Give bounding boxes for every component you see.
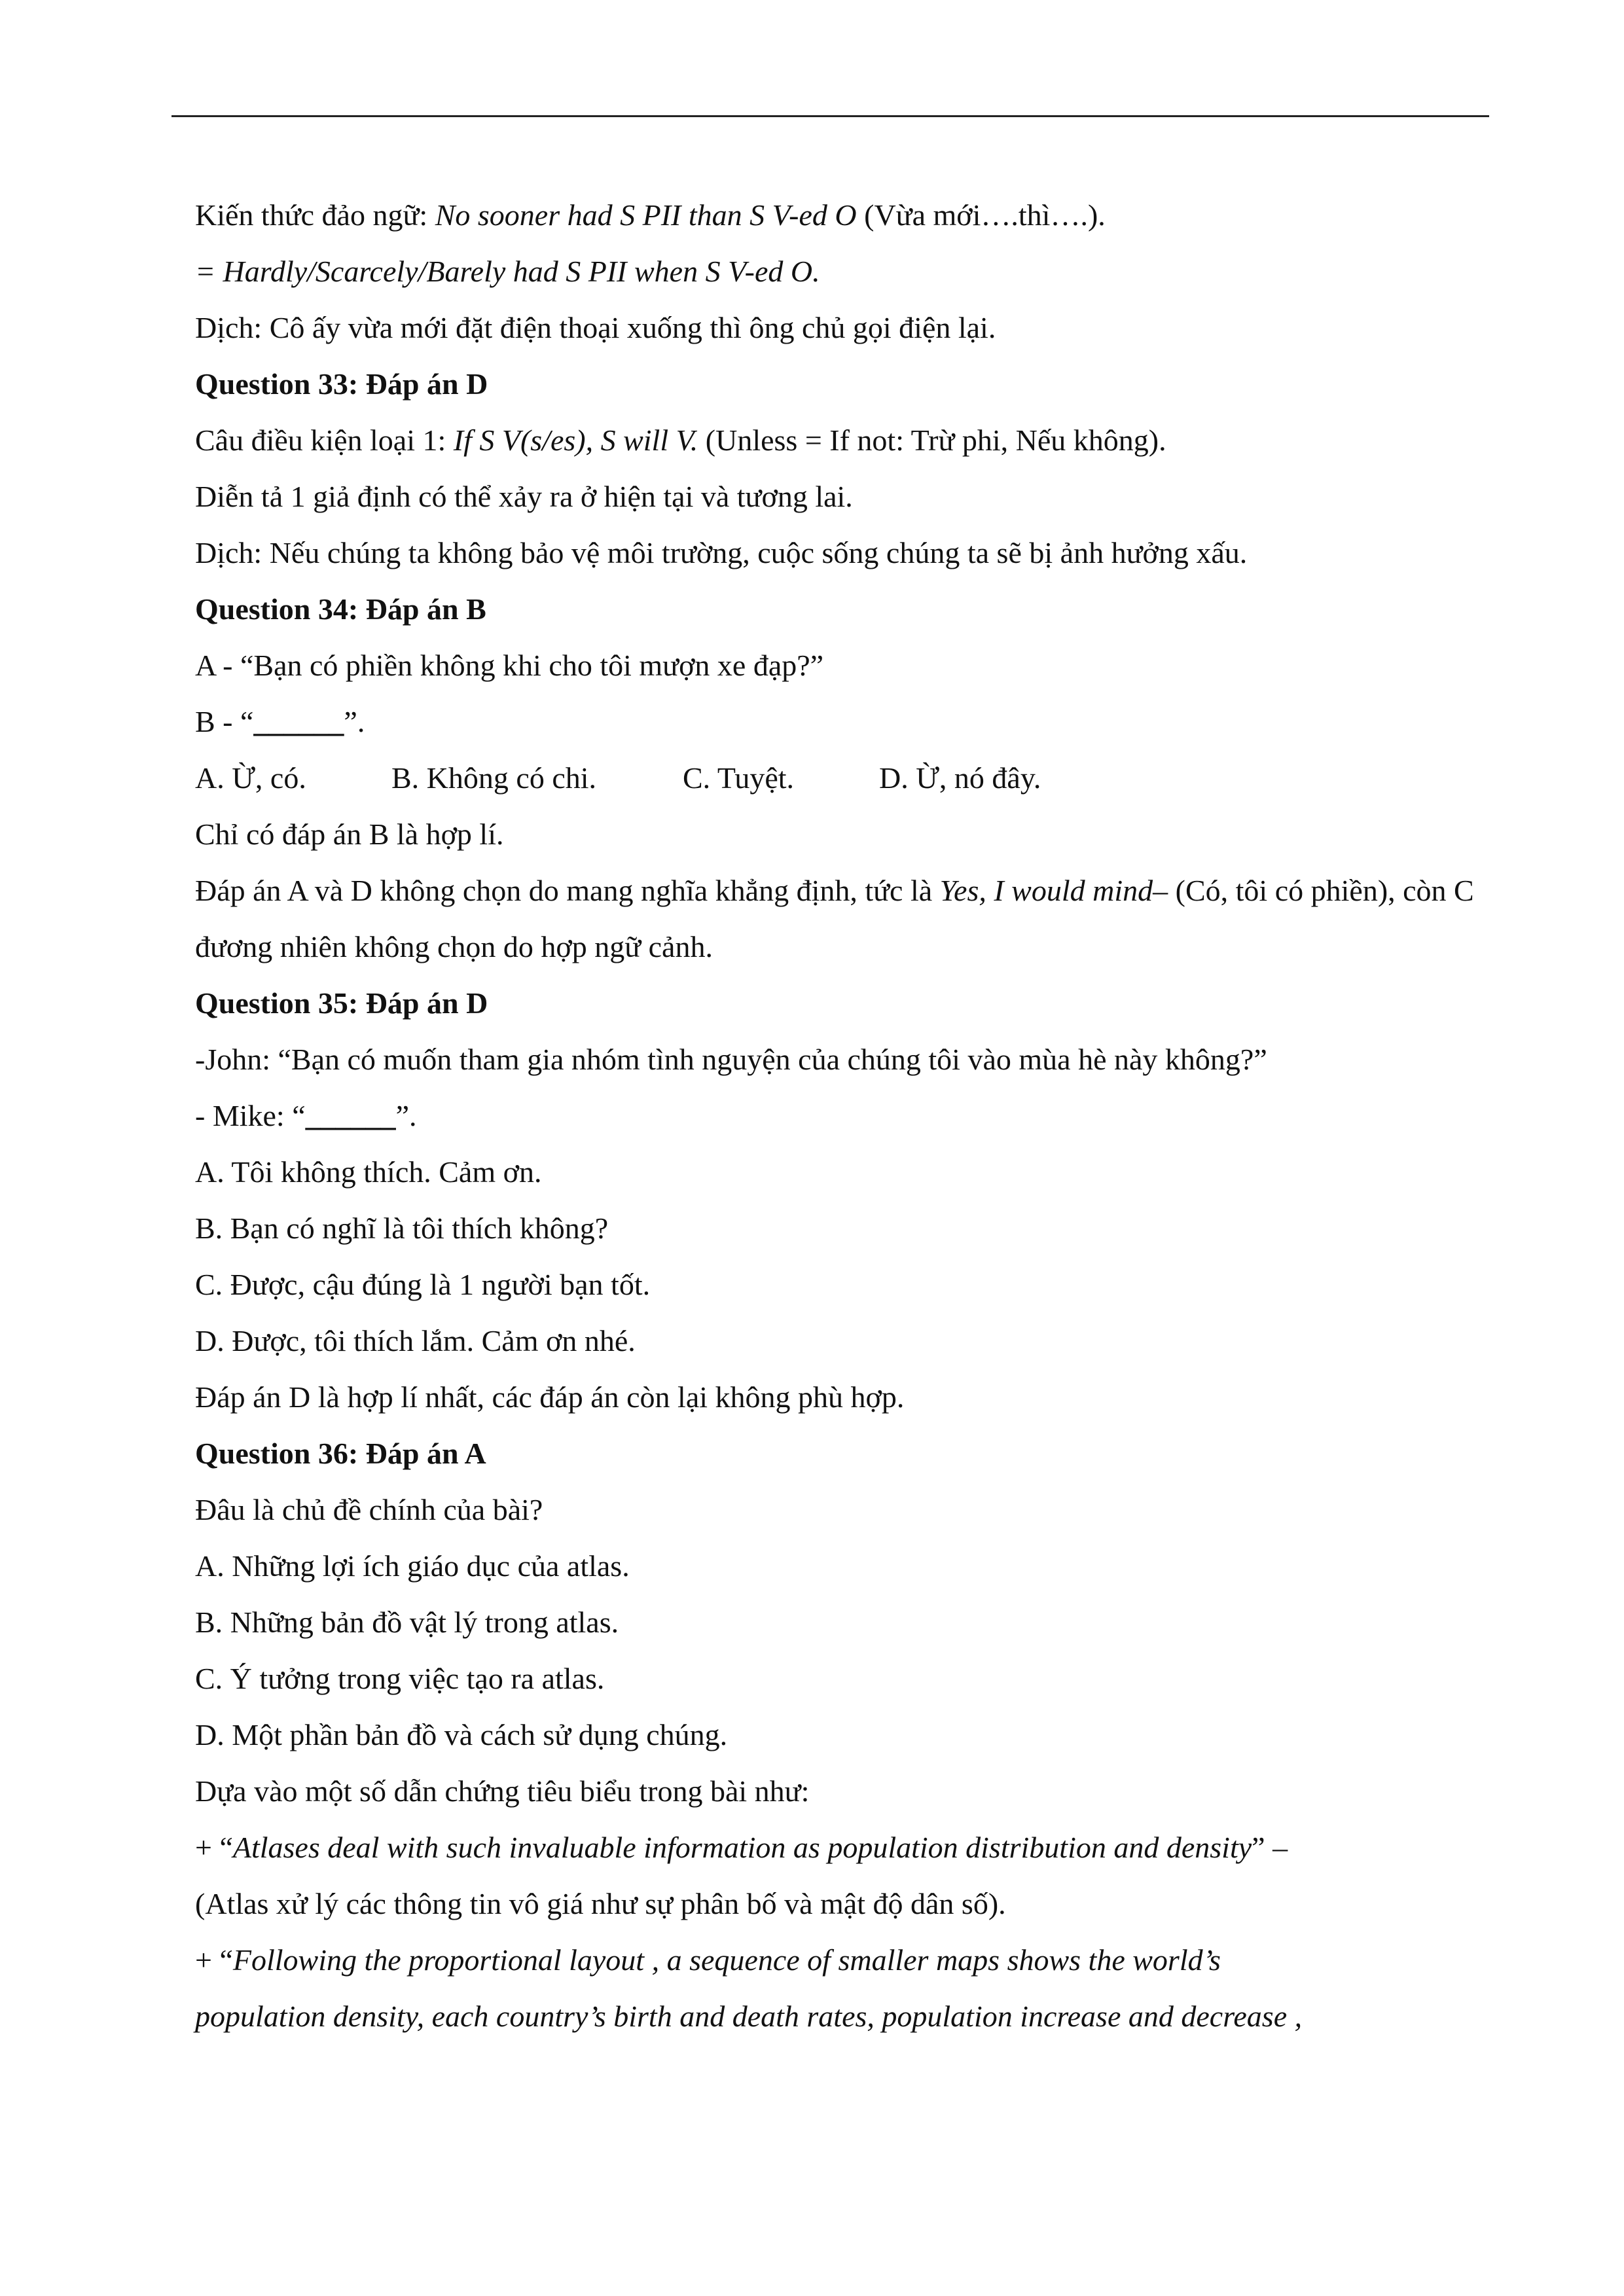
question-heading: Question 34: Đáp án B [195, 592, 486, 626]
option-b: B. Bạn có nghĩ là tôi thích không? [195, 1211, 609, 1245]
text-line: Dịch: Nếu chúng ta không bảo vệ môi trường, cuộc sống chúng ta sẽ bị ảnh hưởng xấu. [195, 536, 1248, 569]
text-line: -John: “Bạn có muốn tham gia nhóm tình nguyện của chúng tôi vào mùa hè này không?” [195, 1043, 1267, 1076]
question-heading: Question 33: Đáp án D [195, 367, 488, 401]
text-line: Dựa vào một số dẫn chứng tiêu biểu trong bài như: [195, 1774, 810, 1808]
option-d: D. Một phần bản đồ và cách sử dụng chúng. [195, 1718, 728, 1751]
text-line: Diễn tả 1 giả định có thể xảy ra ở hiện tại và tương lai. [195, 480, 853, 513]
option-a: A. Những lợi ích giáo dục của atlas. [195, 1549, 630, 1583]
option-d: D. Ừ, nó đây. [879, 761, 1041, 795]
option-c: C. Tuyệt. [683, 761, 795, 795]
header-rule [171, 115, 1489, 117]
text-line: Đâu là chủ đề chính của bài? [195, 1493, 543, 1526]
text-line: Đáp án D là hợp lí nhất, các đáp án còn lại không phù hợp. [195, 1380, 905, 1414]
quote-line: + “Atlases deal with such invaluable information as population distribution and density” – [195, 1831, 1288, 1864]
option-a: A. Ừ, có. [195, 761, 306, 795]
text-line: Dịch: Cô ấy vừa mới đặt điện thoại xuống thì ông chủ gọi điện lại. [195, 311, 996, 344]
question-heading: Question 36: Đáp án A [195, 1437, 486, 1470]
question-heading: Question 35: Đáp án D [195, 986, 488, 1020]
text-line: Kiến thức đảo ngữ: No sooner had S PII than S V-ed O (Vừa mới….thì….). [195, 198, 1106, 232]
text-paragraph: Đáp án A và D không chọn do mang nghĩa khẳng định, tức là Yes, I would mind– (Có, tôi có phiền), còn C đương nhiên không chọn do hợp ngữ cảnh. [195, 874, 1474, 963]
text-line: = Hardly/Scarcely/Barely had S PII when S V-ed O. [195, 255, 820, 288]
option-b: B. Những bản đồ vật lý trong atlas. [195, 1605, 619, 1639]
answer-options [195, 750, 1478, 806]
answer-blank: ______ [305, 1099, 396, 1132]
document-body [195, 187, 1478, 2045]
text-line: Câu điều kiện loại 1: If S V(s/es), S will V. (Unless = If not: Trừ phi, Nếu không). [195, 423, 1166, 457]
option-a: A. Tôi không thích. Cảm ơn. [195, 1155, 542, 1189]
text-line: A - “Bạn có phiền không khi cho tôi mượn xe đạp?” [195, 649, 824, 682]
option-b: B. Không có chi. [391, 761, 597, 795]
text-line: (Atlas xử lý các thông tin vô giá như sự phân bố và mật độ dân số). [195, 1887, 1006, 1920]
quote-line: + “Following the proportional layout , a sequence of smaller maps shows the world’s [195, 1943, 1221, 1977]
option-c: C. Ý tưởng trong việc tạo ra atlas. [195, 1662, 605, 1695]
text-line: Chỉ có đáp án B là hợp lí. [195, 817, 504, 851]
answer-blank: ______ [253, 705, 344, 738]
option-d: D. Được, tôi thích lắm. Cảm ơn nhé. [195, 1324, 636, 1357]
text-line: B - “______”. [195, 705, 365, 738]
option-c: C. Được, cậu đúng là 1 người bạn tốt. [195, 1268, 651, 1301]
text-line: - Mike: “______”. [195, 1099, 417, 1132]
quote-line: population density, each country’s birth and death rates, population increase and decrease , [195, 2000, 1303, 2033]
